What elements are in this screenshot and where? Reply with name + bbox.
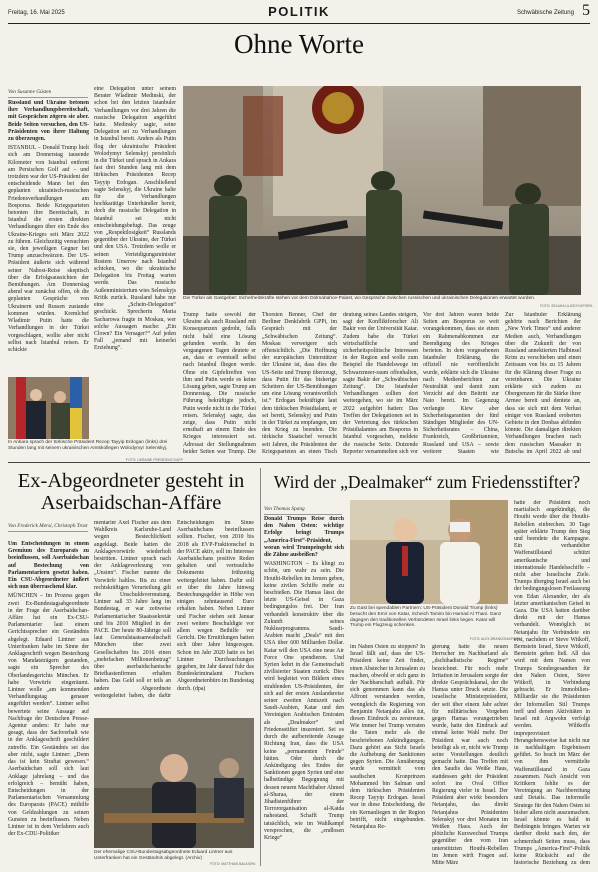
article3-text4: hatte der Präsident noch martialisch angekündigt, die Houthi werde über die Houthi-Rebellen einbrechen. 30 Tage später erklärte Trump den Sieg und beendete die Kampagne. Ein verhandelter Waffenstillstand schützt amerikanische und internationale Handelsschiffe – nicht aber Israelische Ziele. Trumps überging Israel auch bei der bedingungslosen Freilassung von Edan Alexander, der als letzter amerikanischen Geisel in Gaza. Die USA hatten darüber direkt mit der Hamas verhandelt. Womöglich ist Netanjahu für Verbündete ein erst, nachdem er Steve Witkoff, Bernstein Israel, Steve Witkoff, Bernstein gehen ließ. All das wird mit dem Namen von Trumps Sondergesandten für den Nahen Osten, Steve Witkoff, in Verbindung gebracht. Er Immobilien-Milliardär sie die Präsidenten der Informellen Stil Trumps treff und denen Aktivitäten in Israel mit Argwohn verfolgt werden. Wiltkoffs impreprovisiert Herangehensweise hat nicht nur in nachhaltigen Ergebnissen geführt. So brach im März der von ihm vermittelte Waffenstillstand in Gaza zusammen. Nach Ansicht von Kritikern fehlte es der Vereinigung an Nachbereitung und Details. Das informelle Stratege für den Nahen Osten ist bisher allem nicht auszumachen. Israel könnte es bald in Bedrängnis bringen. Warten wir darüber direkt nach den, der schmerzhaft Seiten muss, dass Trumps „America-First“-Politik keine Rücksicht auf die historische Beziehung zu dem xyxy=(514,500,590,867)
photo-credit-a1: FOTO: SELAHA ULUSOY/AP/DPA xyxy=(540,304,593,308)
article3-text1: WASHINGTON – Es klingt zu schön, um wahr zu sein. Die Houthi-Rebellen im Jemen geben, keine zivilen Schiffe mehr zu beschießen. Die Hamas lässt die letzte US-Geisel in Gaza bedingungslos frei. Der Iran verhandelt konstruktiv über die Zukunft seines Nuklearprogramms. Saudi-Arabien macht „Deals“ mit den USA über 600 Milliarden Dollar. Katar will den USA eine neue Air Force One spendieren. Und Syrien kehrt in die Gemeinschaft zivilisierter Staaten zurück. Dies wird begleitet von Bildern eines strahlenden US-Präsidenten, der sich auf der ersten Auslandsreise seiner zweiten Amtszeit nach Saudi-Arabien, Katar und den Vereinigten Arabischen Emiraten als „Dealmaker“ und Friedensstifter inszeniert. Sei es durch die aufbereitende Ansage Richtung Iran, dass die USA keine „permanenten Feinde“ hätten. Oder durch die Ankündigung des Endes der Sanktionen gegen Syrien und eine halbstündige Begegnung mit dessen neuem Machthaber Ahmed al-Sharaa, der einem Jihadistenführer der Terrororganisation al-Kaida nahestand. Schafft Trump tatsächlich, wie im Wahlkampf versprochen, die „endlosen Kriege“ xyxy=(264,561,344,841)
article1-text4: Thorsten Benner, Chef der Berliner Denkfabrik GPPi, im Gespräch mit der „Schwäbischen Zeitung“. Moskau verweigere sich offensichtlich. „Die Hoffnung der europäischen Unterstützer der Ukraine ist, dass dies die US-Seite und Trump überzeugt, dass Putin für das bisherige Scheitern der US-Bemühungen um eine Lösung verantwortlich ist.“ Erdogan bekräftigte laut dem türkischen Präsidialamt, er sei bereit, Selenskyj und Putin in der Türkei zu empfangen, um den Krieg zu beenden. Die türkische Staatschef versucht seit Jahren, die Präsidenten der Kriegsparteien an einen Tisch xyxy=(262,312,337,455)
article1-text2: eine Delegation unter seinem Berater Wladimir Medinski, der schon bei den letzten Istanbuler Verhandlungen vor drei Jahren die russische Delegation angeführt hatte. Medinsky sagte, seine Delegation sei zu Verhandlungen in Istanbul bereit. Anders als Putin flog der ukrainische Präsident Wolodymyr Selenskyj persönlich in die Türkei und sprach in Ankara fast drei Stunden lang mit dem türkischen Präsidenten Recep Tayyip Erdogan. Anschließend sagte Selenskyj, die Ukraine halte für die Verhandlungen hochkarätige Unterhändler bereit, doch die russische Delegation in Istanbul sei nicht entscheidungsbefugt. Das zeuge von „Respektlosigkeit“ Russlands gegenüber der Ukraine, der Türkei und den USA. Trotzdem wolle er seinen Verteidigungsminister Rustem Umerow nach Istanbul schicken, wo die ukrainische Delegation bis Freitag warten werde. Das russische Außenministerium wies Selenskyjs Kritik zurück. Russland habe nur eine „Schein-Delegation“ geschickt. Sprecherin Maria Sacharowa fragte in Moskau, wer solche Aussagen mache: „Ein Clown? Ein Versager?“ Auf jeden Fall „jemand mit keinerlei Erziehung“. xyxy=(94,86,176,352)
photo-caption-a1: Die Türkei als Gastgeber: Sicherheitskräfte stehen vor dem Dolmabahce-Palast, wo Gespräche zwischen russischen und ukrainischen Delegationen erwartet wurden. xyxy=(183,296,536,301)
headline-ohne-worte: Ohne Worte xyxy=(233,29,365,59)
byline-a2: Von Frederick Mersi, Christoph Trost xyxy=(8,523,88,532)
lintner-image xyxy=(94,718,254,848)
article3-lead: Donald Trumps Reise durch den Nahen Osten: wichtige Erfolge bringt Trumps „America-First“-Präsident, woran wird Trumpeingeht sich die Zähne ausbeißen? xyxy=(264,516,344,559)
article3-text2: im Nahen Osten zu stoppen? In Israel fällt auf, dass der US-Präsident keine Zeit findet, einen Abstecher in Jerusalem zu machen, obwohl er sich ganz in der Nachbarschaft aufhält. Für sich genommen kann das als Affront verstanden werden, wenngleich die Regierung von Benjamin Netanjahu alles tut, diesen Eindruck zu zerstreuen. Wie immer bei Trump verraten die Taten mehr als die beschriebenen Ankündigungen. Dazu gehört aus Sicht Israels die Aufhebung der Sanktionen gegen Syrien. Die Annäherung wurde vermittelt vom saudischen Kronprinzen Mohammed bin Salman und dem türkischen Präsidenten Recep Tayyip Erdogan. Israel war in diese Entscheidung, die ein Kernanliegen in der Region betrifft, nicht eingebunden. Netanjahus Re- xyxy=(350,644,425,831)
article3-text3: gierung hatte die neuen Herrscher im Nachbarland als „dschihadistische Regime“ bezeichnet. Für noch mehr Irritation in Jerusalem sorgte der direkte Gesprächskanal, der die Hamas unter Druck setzte. Die israelische Ministerpräsident, der seit über einem Jahr achtet für militärisches Vorgehen gegen Hamas vorangetrieben wurde, hatte den Eindruck auf einmal keine Wahl mehr. Der Präsident war auch noch beteiligt als er, nicht wie Trump seine Vorstellungen deutlich gemacht hatte. Das Treffen mit den Saudis das Weiße Haus, stattdessen geht der Präsident sofort ins Oval Office Regierung vieler in Israel. Der Präsident aber wirkt besonders Netanjahu, das direkt Netanjahus Präsidenten Selenskyj vor drei Monaten im Weißen Haus. Auch der plötzliche Kurswechsel Trumps gegenüber den vom Iran unterstützten Houthi-Rebellen im Jemen wirft Fragen auf. Mitte März xyxy=(432,644,508,867)
article3-col4 xyxy=(514,500,590,867)
article1-col5 xyxy=(343,312,418,456)
photo-credit-small: FOTO: UKRAINE PRESIDENCY/AFP xyxy=(126,458,183,462)
meeting-image xyxy=(8,377,89,439)
article2-text1: MÜNCHEN – Im Prozess gegen zwei Ex-Bundestagsabgeordnete in der Frage der Aserbaidschan-Affäre hat ein Ex-CSU-Parlamentarier laut einem Gerichtssprecher ein Geständnis abgelegt. Eduard Lintner aus Unterfranken habe im Sinne der Anklageschrift wegen Bestechung von Mandatsträgern gestanden, sagte ein Sprecher des Oberlandesgerichts München. Er habe Vorwürfe eingeräumt. Lintner wolle „am kommenden Verhandlungstag genauer angeführt werden“. Lintner selbst bewertete seine Aussage auf Nachfrage der Deutschen Presse-Agentur anders: Er habe nur gesagt, dass der Sachverhalt wie in der Anklageschrift geschildert zutreffe. Ein Geständnis sei das aber nicht, sagte Lintner: „Denn das ist kein Straftat gewesen.“ Aserbaidschan soll sich laut Anklage jahrelang – und das erfolgreich – bemüht haben, Entscheidungen in der Parlamentarischen Versammlung des Europarats (PACE) mithilfe von Geldzahlungen zu seinen Gunsten zu beeinflussen. Neben Lintner ist in dem Verfahren auch der Ex-CDU-Politiker xyxy=(8,593,89,838)
page-number: 5 xyxy=(582,2,590,19)
article1-col2 xyxy=(94,86,176,439)
byline-a3: Von Thomas Spang xyxy=(264,506,342,515)
article1-col3 xyxy=(183,312,256,456)
trump-emir-image xyxy=(350,500,508,604)
headline-dealmaker: Wird der „Dealmaker“ zum Friedensstifter? xyxy=(273,472,581,492)
photo-credit-a2: FOTO: MATTHIAS BALK/DPA xyxy=(210,862,256,866)
section-title: POLITIK xyxy=(268,4,330,19)
article2-col2 xyxy=(94,520,254,712)
newspaper-name: Schwäbische Zeitung xyxy=(516,10,574,16)
photo-erdogan-selenskyj xyxy=(8,377,89,439)
article3-col2 xyxy=(350,644,425,867)
security-forces-image xyxy=(183,86,581,295)
article1-text7: Zur Istanbuler Erklärung gehörte nach Berichten der „New York Times“ und anderer Medien auch, Verhandlungen über die Zukunft der von Russland annektierten Halbinsel Krim zu verschieben und einen Zeitraum von bis zu 15 Jahren für die Klärung dieser Frage zu vereinbaren. Die Ukraine erklärte sich zudem zu Obergrenzen für die Stärke ihrer Armee bereit und dentete an, dass sie sich mit dem Verlust einiger von Russland eroberten Gebiete in den Donbas abfinden könnte. Die damaligen direkten Verhandlungen brachen nach dem russischen Massaker in Butscha im April 2022 ab und xyxy=(505,312,581,455)
photo-trump-emir xyxy=(350,500,508,604)
page-header xyxy=(8,4,590,24)
article1-col6 xyxy=(423,312,499,456)
column-divider xyxy=(260,468,261,866)
article1-lead: Russland und Ukraine betonen ihre Verhandlungsbereitschaft, mit Gesprächen zögern sie aber. Beide Seiten versuchen, den US-Präsidenten von ihrer Haltung zu überzeugen. xyxy=(8,100,89,143)
headline-ex-abgeordneter: Ex-Abgeordneter gesteht in Aserbaidschan-Affäre xyxy=(17,470,245,514)
photo-dolmabahce-palace xyxy=(183,86,581,295)
article1-text3: Trump hatte sowohl der Ukraine als auch Russland mit Konsequenzen gedroht, falls nicht bald eine Lösung gefunden werde. In den vergangenen Tagen deutete er an, dass er eventuell selbst nach Istanbul fliegen werde. Ohne ein Gipfeltreffen von ihm und Putin werde es keine Lösung geben, sagte Trump am Donnerstag. Die russische Führung bekräftigte jedoch, Putin werde nicht in die Türkei reisen. Selenskyj sagte, das zeige, dass Putin nicht ernsthaft an einem Ende des Krieges interessiert sei. Adressat der Stellungnahmen beider Seiten war Trump. Die xyxy=(183,312,256,455)
article1-text1: ISTANBUL – Donald Trump hielt sich am Donnerstag tausende Kilometer von Istanbul entfernt am Persischen Golf auf – und trotzdem war der US-Präsident der entscheidende Mann bei den geplanten ukrainisch-russischen Friedensverhandlungen am Bosporus. Beide Kriegsparteien betonten ihre Bereitschaft, in Istanbul die ersten direkten Verhandlungen über ein Ende des Ukraine-Krieges seit März 2022 zu führen. Gleichzeitig versuchten sie, den jeweiligen Gegner bei Trump anzuschwärzen. Der US-Präsident äußerte sich während seiner Nahost-Reise skeptisch über die Erfolgsaussichten der Bemühungen. Am Donnerstag abend war zunächst offen, ob die geplanten Gespräche von Ukrainern und Russen zustande kommen würden. Kremlchef Wladimir Putin hatte die Verhandlungen in der Türkei vorgeschlagen, wollte aber nicht selbst nach Istanbul reisen. Er schickte xyxy=(8,145,89,353)
section-divider xyxy=(8,462,590,463)
article2-text2: mentarier Axel Fischer aus dem Wahlkreis Karlsruhe-Land wegen Bestechlichkeit angeklagt. Beide hatten die Anklagevorwürfe wiederholt bestritten. Lintner sprach nach der Anklageverlesung von „Unsinn“. Fischer nannte die Vorwürfe haltlos. Bis zu einer rechtskräftigen Verurteilung gilt die Unschuldsvermutung. Lintner saß 33 Jahre lang im Bundestag, er war zeitweise Parlamentarischer Staatssekretär und bis 2010 Mitglied in der PACE. Der heute 80-Jährige soll laut Generalstaatsanwaltschaft München über zwei Gesellschaften bis 2016 einen „mehrfachen Millionenbetrag“ über aserbaidschanische Briefkastenfirmen erhalten haben. Das Geld soll er teils an andere Abgeordnete weitergeleitet haben, die dafür Entscheidungen im Sinne Aserbaidschans beeinflussen sollten. Fischer, von 2010 bis 2018 als EVP-Fraktionschef in der PACE aktiv, soll im Interesse Aserbaidschans positive Reden gehalten und vertrauliche Dokumente frühzeitig weitergeleitet haben. Dafür soll er über die Jahre hinweg Bestechungsgelder in Höhe von einigen zehntausend Euro erhalten haben. Neben Lintner und Fischer stehen seit Januar zwei weitere Beschuldigte vor allem wegen Beihilfe vor Gericht. Die Ermittlungen hatten sich über Jahre hingezogen. Schon im Jahr 2020 hatte es bei Lintner Durchsuchungen gegeben, im Jahr darauf fuhr das Bundeskriminalamt Fischers Abgeordnetenbüro im Bundestag durch. (dpa) xyxy=(94,520,254,699)
article2-col1 xyxy=(8,541,89,867)
photo-caption-small: In Ankara sprach der türkische Präsident Recep Tayyip Erdogan (links) drei Stunden lang mit seinem ukrainischen Amtskollegen Wolodymyr Selenskyj. xyxy=(8,440,168,451)
article1-col7 xyxy=(505,312,581,456)
article2-lead: Um Entscheidungen in einem Gremium des Europarats zu beeinflussen, soll Aserbaidschan auf Bestechung von Parlamentariern gesetzt haben. Ein CSU-Abgeordneter äußert sich nun überraschend klar. xyxy=(8,541,89,591)
article3-col3 xyxy=(432,644,508,867)
article1-text6: Vor drei Jahren waren beide Seiten am Bosporus so weit vorangekommen, dass sie einen ein Rahmenabkommen zur Beendigung des Krieges berieten. In dem vorgesehenen Istanbuler Erklärung, die offiziell nie veröffentlicht wurde, erklärte sich die Ukraine nach Medienberichten zur Neutralität und damit zum Verzicht auf den Beitritt zur Nato bereit. Im Gegenzug verlangte Kiew aber Sicherheitsgarantien der fünf Ständigen Mitglieder des UN-Sicherheitsrates – China, Frankreich, Großbritannien, Russland und USA – sowie weiterer Staaten wie xyxy=(423,312,499,455)
photo-caption-a2: Der ehemalige CSU-Bundestagsabgeordnete Eduard Lintner aus Unterfranken hat ein Geständnis abgelegt. (Archiv) xyxy=(94,850,233,861)
article1-text5: deutung seines Landes steigern, sagt der Konfliktforscher Ali Bakir von der Universität Katar. Zudem habe die Türkei wirtschaftliche und sicherheitspolitische Interessen in der Region und wolle zum Beispiel die Handelswege im Schwarzmeer-raum offenhalten, sagte Bakir der „Schwäbischen Zeitung“. Die Istanbuler Verhandlungen sollten dort weitergehen, wo sie im März 2022 aufgehört hatten: Das Treffen der Delegationen sei in der Vertretung des türkischen Präsidialamtes am Bosporus in Istanbul vorgesehen, meldete die russische Seite. Dutzende Reporter versammelten sich vor xyxy=(343,312,418,455)
article3-col1 xyxy=(264,516,344,867)
photo-credit-a3: FOTO: ALEX BRANDON/AP/DPA xyxy=(470,637,521,641)
article1-col4 xyxy=(262,312,337,456)
issue-date: Freitag, 16. Mai 2025 xyxy=(8,10,65,16)
photo-caption-a3: Zu Gast bei spendablen Partnern: US-Präsident Donald Trump (links) besucht den Emir von Katar, Scheich Tamim bin Hamad Al Thani. Ganz dagegen den traditionellen Verbündeten Israel links liegen. Katar will Trump ein Flugzeug schenken. xyxy=(350,606,502,629)
byline-a1: Von Susanne Güsten xyxy=(8,89,88,98)
photo-eduard-lintner xyxy=(94,718,254,848)
article1-col1 xyxy=(8,100,89,376)
